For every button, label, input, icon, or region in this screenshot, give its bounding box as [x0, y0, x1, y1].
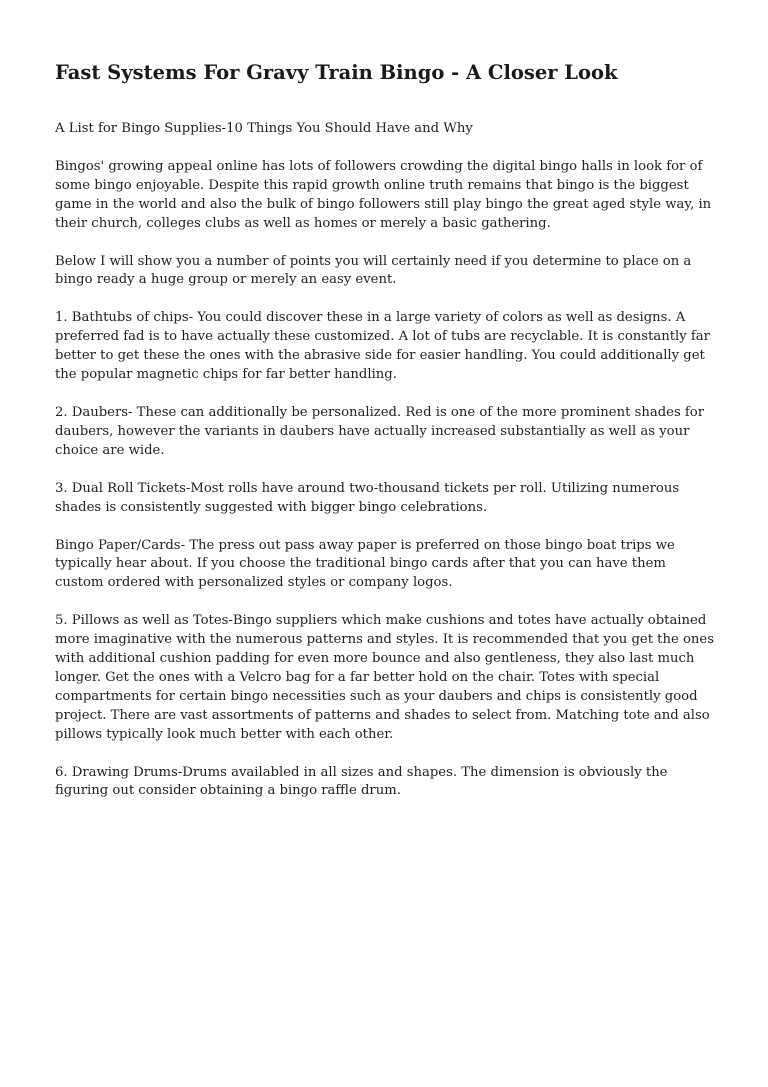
page-title: Fast Systems For Gravy Train Bingo - A Closer Look — [55, 61, 618, 84]
subtitle-paragraph: A List for Bingo Supplies-10 Things You Should Have and Why — [55, 121, 473, 136]
item-tickets-paragraph: 3. Dual Roll Tickets-Most rolls have around two-thousand tickets per roll. Utilizing numerous shades is consistently suggested with bigger bingo celebrations. — [55, 480, 680, 515]
item-paper-cards-paragraph: Bingo Paper/Cards- The press out pass away paper is preferred on those bingo boat trips we typically hear about. If you choose the traditional bingo cards after that you can have them custom ordered with personalized styles or company logos. — [55, 537, 675, 591]
document-page — [55, 60, 715, 801]
intro-paragraph: Bingos' growing appeal online has lots of followers crowding the digital bingo halls in look for of some bingo enjoyable. Despite this rapid growth online truth remains that bingo is the biggest game in the world and also the bulk of bingo followers still play bingo the great aged style way, in their church, colleges clubs as well as homes or merely a basic gathering. — [55, 158, 712, 231]
item-pillows-totes-paragraph: 5. Pillows as well as Totes-Bingo suppliers which make cushions and totes have actually obtained more imaginative with the numerous patterns and styles. It is recommended that you get the ones with additional cushion padding for even more bounce and also gentleness, they also last much longer. Get the ones with a Velcro bag for a far better hold on the chair. Totes with special compartments for certain bingo necessities such as your daubers and chips is consistently good project. There are vast assortments of patterns and shades to select from. Matching tote and also pillows typically look much better with each other. — [55, 613, 714, 742]
overview-paragraph: Below I will show you a number of points you will certainly need if you determine to place on a bingo ready a huge group or merely an easy event. — [55, 253, 692, 288]
item-bathtubs-paragraph: 1. Bathtubs of chips- You could discover these in a large variety of colors as well as designs. A preferred fad is to have actually these customized. A lot of tubs are recyclable. It is constantly far better to get these the ones with the abrasive side for easier handling. You could additionally get the popular magnetic chips for far better handling. — [55, 310, 710, 383]
item-drawing-drums-paragraph: 6. Drawing Drums-Drums availabled in all sizes and shapes. The dimension is obviously the figuring out consider obtaining a bingo raffle drum. — [55, 764, 668, 799]
item-daubers-paragraph: 2. Daubers- These can additionally be personalized. Red is one of the more prominent shades for daubers, however the variants in daubers have actually increased substantially as well as your choice are wide. — [55, 404, 705, 458]
